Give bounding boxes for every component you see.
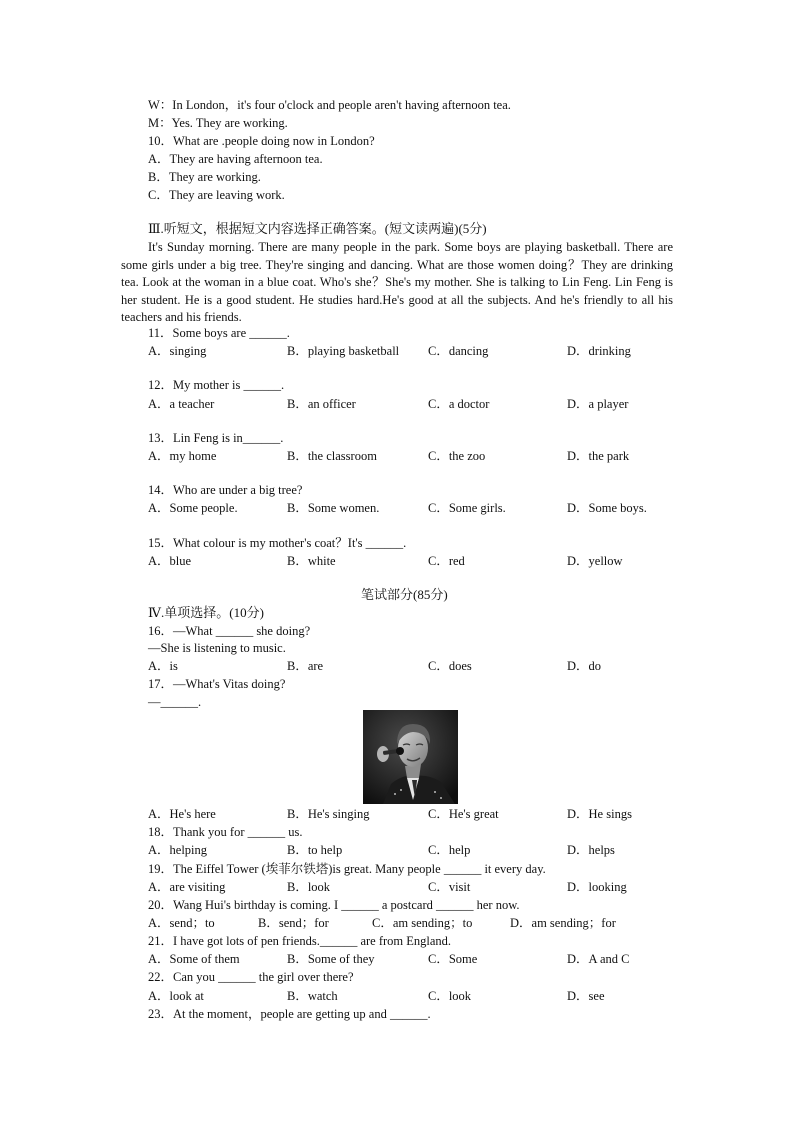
dialogue-m-line: M：Yes. They are working.: [148, 116, 288, 130]
question-10-option-a: A．They are having afternoon tea.: [148, 152, 323, 166]
q16-option-c: C．does: [428, 659, 472, 673]
q18-option-c: C．help: [428, 843, 471, 857]
question-14-options: [148, 499, 708, 517]
singer-photo: [363, 710, 458, 804]
q11-option-c: C．dancing: [428, 344, 489, 358]
q14-option-c: C．Some girls.: [428, 501, 506, 515]
q14-option-d: D．Some boys.: [567, 501, 647, 515]
q17-option-a: A．He's here: [148, 807, 216, 821]
q13-option-b: B．the classroom: [287, 449, 377, 463]
question-11-options: [148, 342, 708, 360]
question-17-options: [148, 805, 708, 823]
question-10-stem: 10．What are .people doing now in London?: [148, 134, 375, 148]
question-15-options: [148, 552, 708, 570]
q21-option-c: C．Some: [428, 952, 478, 966]
q12-option-a: A．a teacher: [148, 397, 215, 411]
written-part-title: 笔试部分(85分): [361, 587, 448, 602]
q11-option-a: A．singing: [148, 344, 207, 358]
q21-option-a: A．Some of them: [148, 952, 240, 966]
q17-option-b: B．He's singing: [287, 807, 370, 821]
question-22-stem: 22．Can you ______ the girl over there?: [148, 970, 354, 984]
question-19-stem: 19．The Eiffel Tower (埃菲尔铁塔)is great. Many people ______ it every day.: [148, 862, 546, 876]
q17-option-c: C．He's great: [428, 807, 499, 821]
q12-option-d: D．a player: [567, 397, 629, 411]
question-22-options: [148, 987, 708, 1005]
q14-option-a: A．Some people.: [148, 501, 238, 515]
question-23-stem: 23．At the moment，people are getting up and ______.: [148, 1007, 431, 1021]
question-12-options: [148, 395, 708, 413]
q15-option-c: C．red: [428, 554, 465, 568]
question-11-stem: 11．Some boys are ______.: [148, 326, 290, 340]
q11-option-b: B．playing basketball: [287, 344, 400, 358]
q19-option-c: C．visit: [428, 880, 471, 894]
section-3-heading: Ⅲ.听短文，根据短文内容选择正确答案。(短文读两遍)(5分): [148, 221, 487, 236]
q19-option-a: A．are visiting: [148, 880, 226, 894]
q20-option-b: B．send；for: [258, 916, 329, 930]
question-15-stem: 15．What colour is my mother's coat？It's ______.: [148, 536, 407, 550]
question-12-stem: 12．My mother is ______.: [148, 378, 285, 392]
q20-option-a: A．send；to: [148, 916, 215, 930]
q22-option-c: C．look: [428, 989, 472, 1003]
question-16-stem: 16．—What ______ she doing?: [148, 624, 311, 638]
q11-option-d: D．drinking: [567, 344, 631, 358]
q16-option-a: A．is: [148, 659, 178, 673]
question-16-options: [148, 657, 708, 675]
q12-option-c: C．a doctor: [428, 397, 490, 411]
question-13-options: [148, 447, 708, 465]
question-17-stem: 17．—What's Vitas doing?: [148, 677, 286, 691]
q13-option-d: D．the park: [567, 449, 630, 463]
q14-option-b: B．Some women.: [287, 501, 380, 515]
q16-option-b: B．are: [287, 659, 324, 673]
question-17-reply: —______.: [148, 695, 202, 709]
q22-option-b: B．watch: [287, 989, 338, 1003]
passage-text: It's Sunday morning. There are many people in the park. Some boys are playing basketball. There are some girls under a big tree. They're singing and dancing. What are those women doing？They are drinking tea. Look at the woman in a blue coat. Who's she？She's my mother. She is talking to Lin Feng. Lin Feng is her student. He is a good student. He studies hard.He's good at all the subjects. And he's friendly to all his teachers and his friends.: [121, 240, 673, 325]
q15-option-d: D．yellow: [567, 554, 623, 568]
q21-option-b: B．Some of they: [287, 952, 375, 966]
q18-option-d: D．helps: [567, 843, 615, 857]
q18-option-b: B．to help: [287, 843, 343, 857]
q20-option-d: D．am sending；for: [510, 916, 616, 930]
q17-option-d: D．He sings: [567, 807, 632, 821]
question-20-options: [148, 914, 708, 932]
q19-option-b: B．look: [287, 880, 331, 894]
q16-option-d: D．do: [567, 659, 602, 673]
q13-option-a: A．my home: [148, 449, 217, 463]
section-3-passage: [121, 239, 673, 327]
question-10-option-c: C．They are leaving work.: [148, 188, 285, 202]
question-13-stem: 13．Lin Feng is in______.: [148, 431, 284, 445]
q22-option-a: A．look at: [148, 989, 204, 1003]
dialogue-w-line: W：In London，it's four o'clock and people aren't having afternoon tea.: [148, 98, 511, 112]
section-4-heading: Ⅳ.单项选择。(10分): [148, 605, 264, 620]
question-18-options: [148, 841, 708, 859]
q15-option-b: B．white: [287, 554, 336, 568]
question-19-options: [148, 878, 708, 896]
question-18-stem: 18．Thank you for ______ us.: [148, 825, 303, 839]
question-21-stem: 21．I have got lots of pen friends.______ are from England.: [148, 934, 452, 948]
question-10-option-b: B．They are working.: [148, 170, 261, 184]
q18-option-a: A．helping: [148, 843, 208, 857]
question-16-reply: —She is listening to music.: [148, 641, 286, 655]
q19-option-d: D．looking: [567, 880, 627, 894]
question-20-stem: 20．Wang Hui's birthday is coming. I ______ a postcard ______ her now.: [148, 898, 520, 912]
q12-option-b: B．an officer: [287, 397, 356, 411]
q13-option-c: C．the zoo: [428, 449, 486, 463]
q15-option-a: A．blue: [148, 554, 192, 568]
q21-option-d: D．A and C: [567, 952, 630, 966]
question-21-options: [148, 950, 708, 968]
q22-option-d: D．see: [567, 989, 605, 1003]
q20-option-c: C．am sending；to: [372, 916, 473, 930]
question-14-stem: 14．Who are under a big tree?: [148, 483, 303, 497]
